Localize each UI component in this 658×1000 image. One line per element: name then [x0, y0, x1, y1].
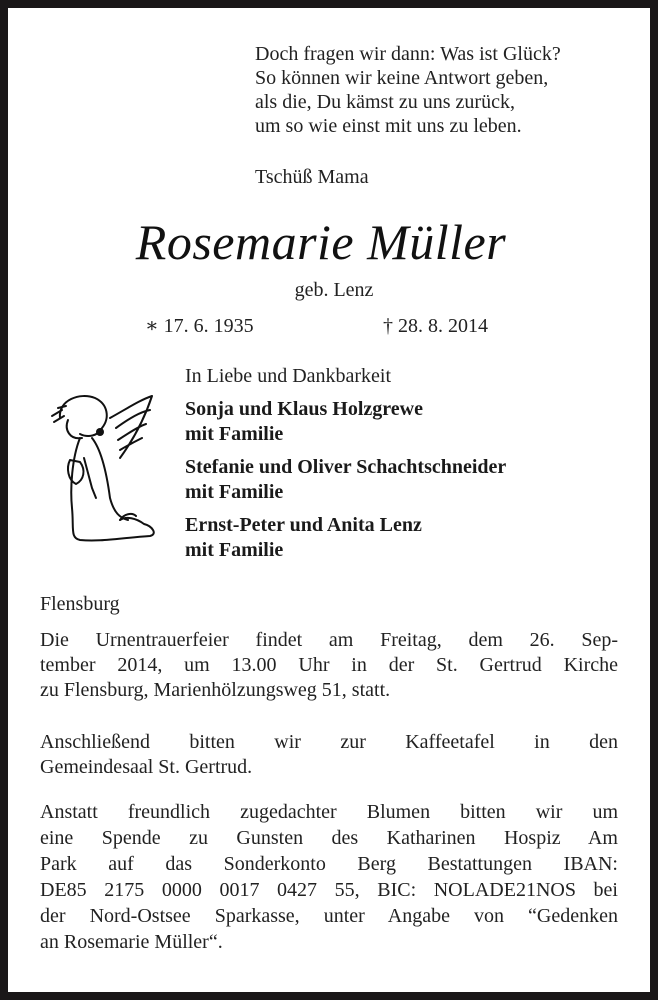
poem-line: So können wir keine Antwort geben,: [255, 67, 549, 89]
text-line: DE85 2175 0000 0017 0427 55, BIC: NOLADE21NOS bei: [40, 879, 618, 901]
poem-line: Doch fragen wir dann: Was ist Glück?: [255, 43, 561, 65]
poem: [255, 42, 561, 138]
reception-paragraph: [40, 730, 618, 780]
mourner-family: mit Familie: [185, 423, 284, 445]
birth-name: geb. Lenz: [294, 279, 374, 301]
text-line: der Nord-Ostsee Sparkasse, unter Angabe von “Gedenken: [40, 905, 618, 927]
text-line: eine Spende zu Gunsten des Katharinen Hospiz Am: [40, 827, 618, 849]
text-line: an Rosemarie Müller“.: [40, 931, 223, 953]
text-line: Park auf das Sonderkonto Berg Bestattungen IBAN:: [40, 853, 618, 875]
farewell: Tschüß Mama: [255, 166, 369, 188]
text-line: Gemeindesaal St. Gertrud.: [40, 756, 253, 778]
poem-line: als die, Du kämst zu uns zurück,: [255, 91, 515, 113]
mourner-names: Stefanie und Oliver Schachtschneider: [185, 456, 507, 478]
place: Flensburg: [40, 593, 120, 615]
praying-angel-icon: [40, 388, 160, 548]
death-date: † 28. 8. 2014: [383, 315, 488, 337]
mourner-group: [185, 397, 506, 563]
text-line: Anstatt freundlich zugedachter Blumen bitten wir um: [40, 801, 618, 823]
poem-line: um so wie einst mit uns zu leben.: [255, 115, 522, 137]
mourners-intro: In Liebe und Dankbarkeit: [185, 365, 392, 387]
deceased-name: Rosemarie Müller: [135, 214, 507, 270]
mourner-family: mit Familie: [185, 539, 284, 561]
mourner-names: Sonja und Klaus Holzgrewe: [185, 398, 423, 420]
funeral-paragraph: [40, 628, 618, 703]
text-line: Anschließend bitten wir zur Kaffeetafel in den: [40, 731, 618, 753]
obituary-notice: [8, 8, 650, 992]
mourner-names: Ernst-Peter und Anita Lenz: [185, 514, 422, 536]
text-line: zu Flensburg, Marienhölzungsweg 51, statt.: [40, 679, 391, 701]
text-line: Die Urnentrauerfeier findet am Freitag, dem 26. Sep-: [40, 629, 618, 651]
mourner-family: mit Familie: [185, 481, 284, 503]
birth-date: ∗ 17. 6. 1935: [145, 315, 254, 337]
donation-paragraph: [40, 800, 618, 956]
text-line: tember 2014, um 13.00 Uhr in der St. Gertrud Kirche: [40, 654, 618, 676]
